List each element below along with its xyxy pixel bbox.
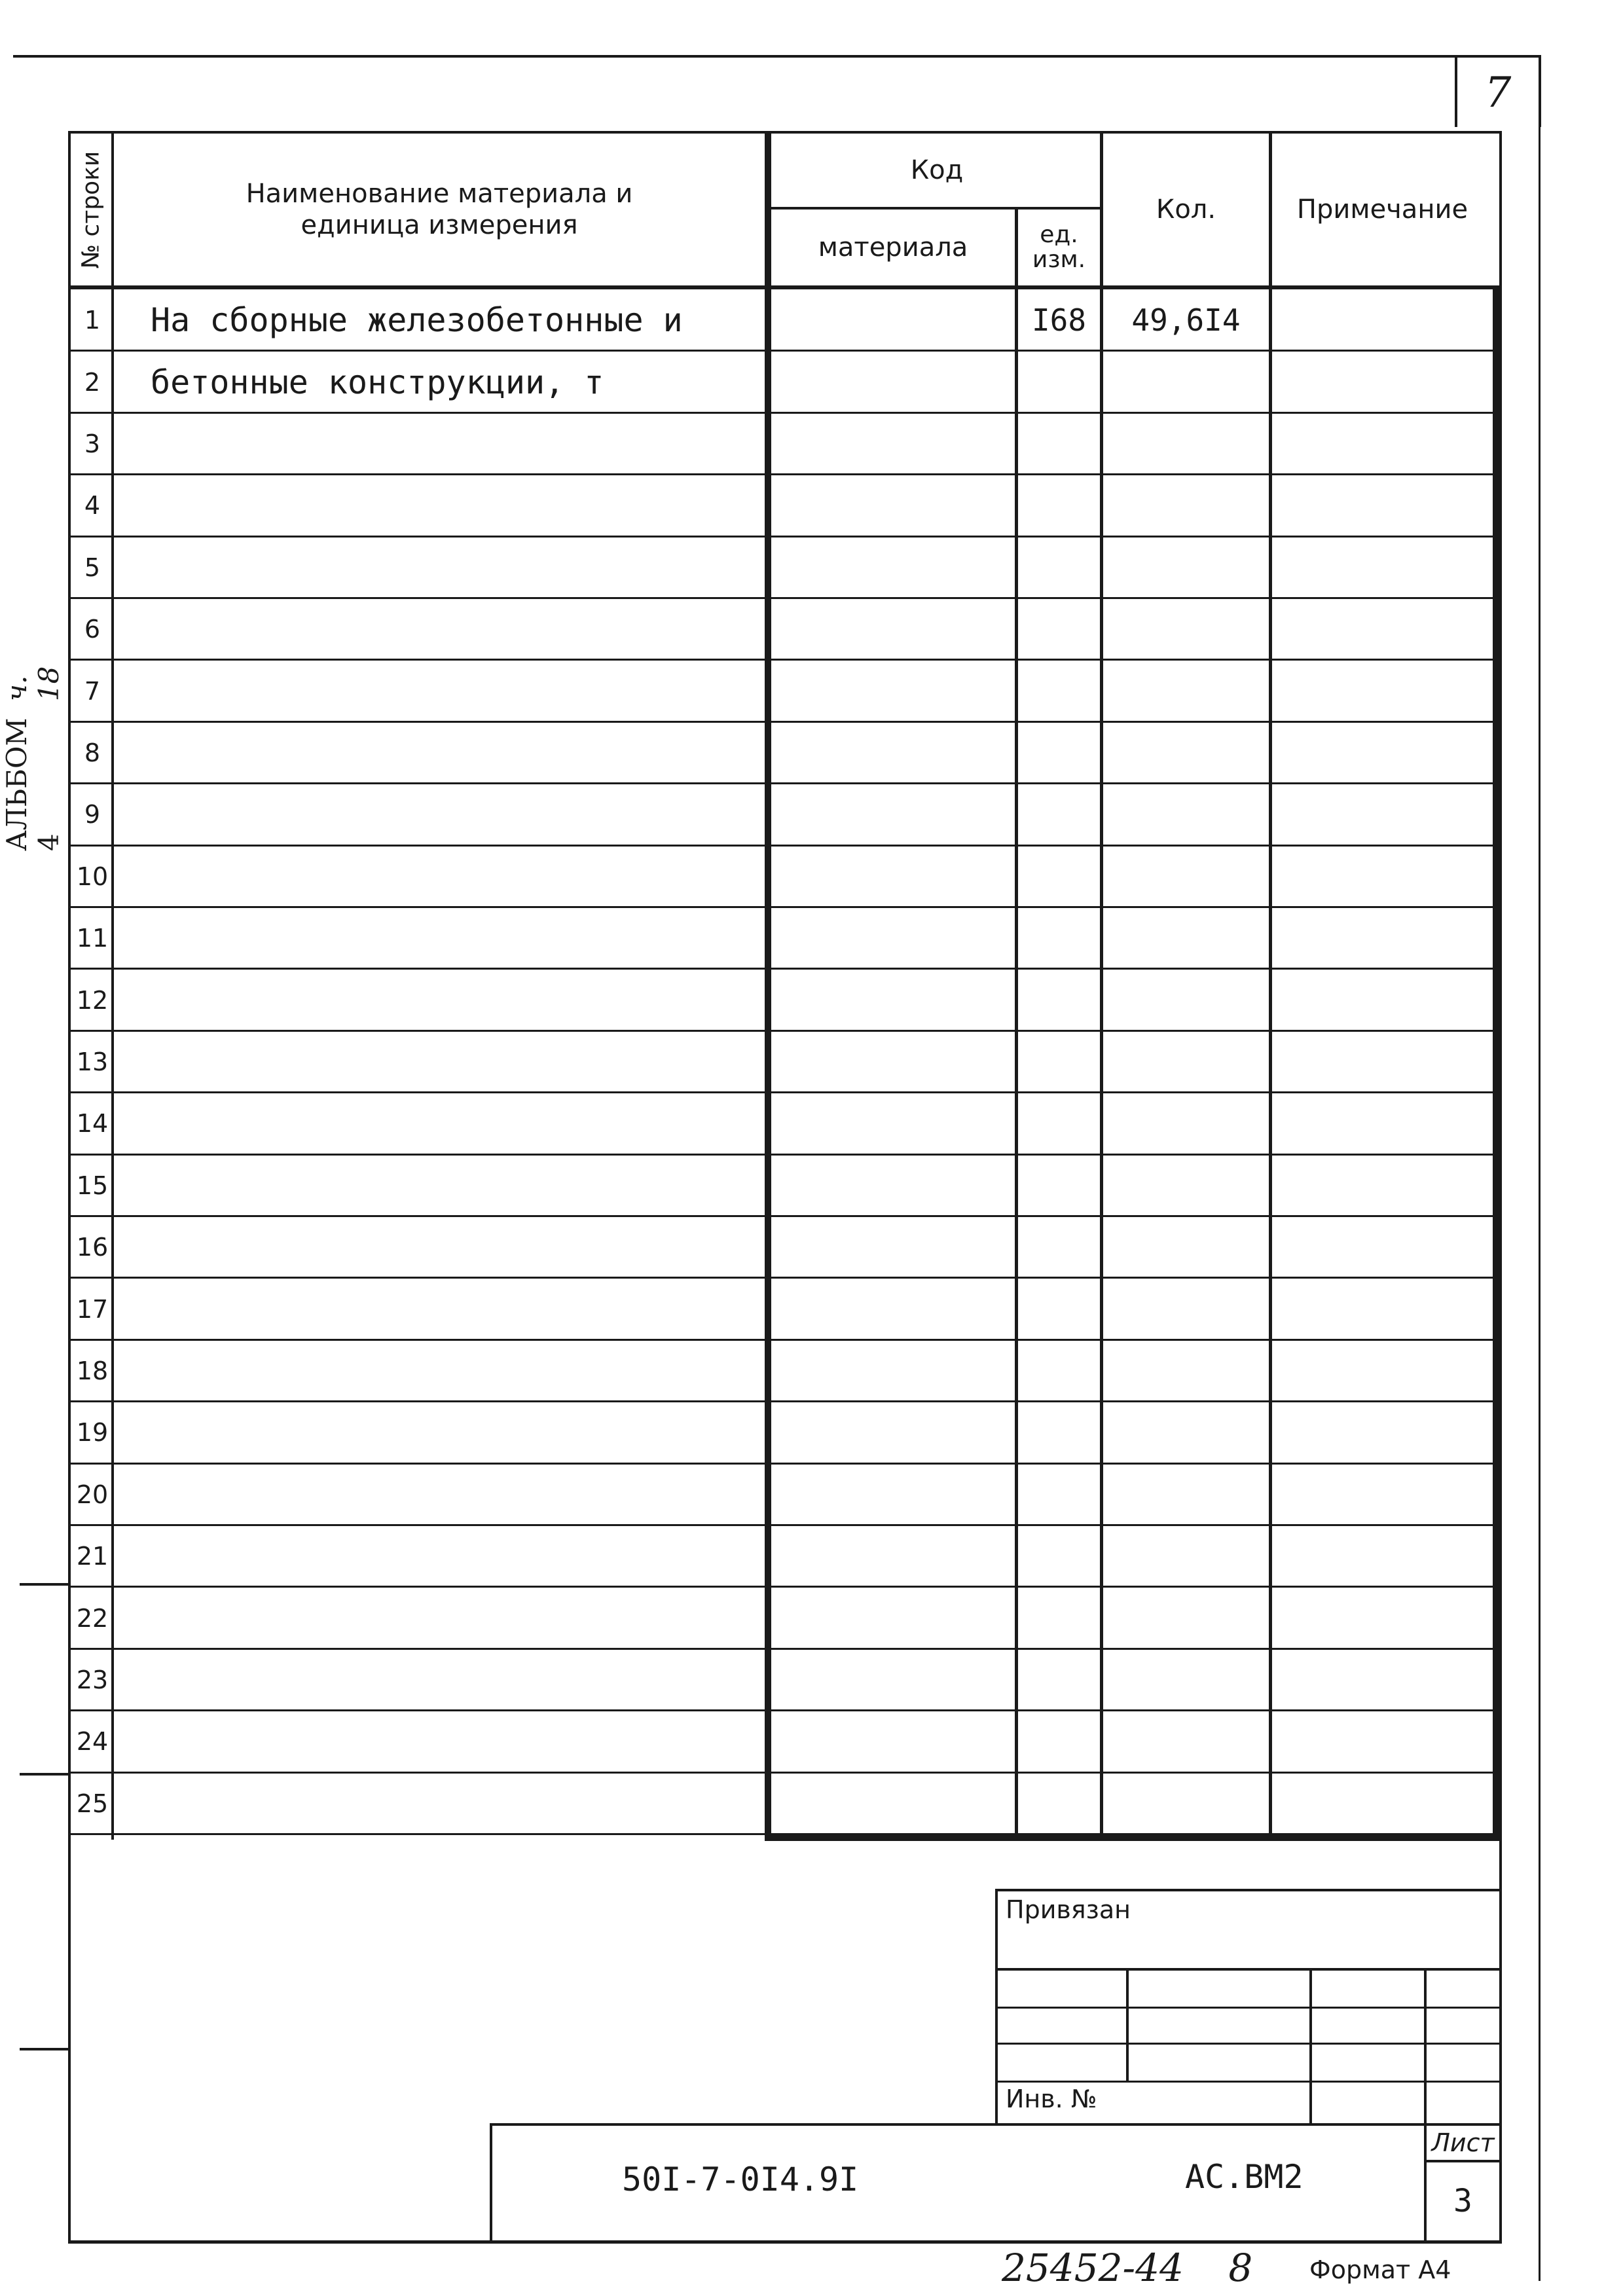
doc-mark: АС.ВМ2 (1185, 2158, 1304, 2196)
row-qty (1103, 784, 1269, 845)
row-number: 19 (76, 1418, 109, 1448)
row-unit (1018, 1093, 1100, 1154)
col-line-right-thick (1493, 285, 1499, 1840)
row-unit (1018, 1278, 1100, 1339)
row-name (151, 537, 759, 598)
header-qty: Кол. (1156, 194, 1216, 225)
row-qty (1103, 598, 1269, 660)
row-qty (1103, 660, 1269, 721)
row-qty (1103, 1031, 1269, 1093)
row-material (771, 1402, 1015, 1463)
binding-attached-label: Привязан (1006, 1895, 1131, 1924)
row-name (151, 1093, 759, 1154)
frame-bottom (68, 2240, 1502, 2244)
row-name: бетонные конструкции, т (151, 363, 604, 401)
row-unit (1018, 351, 1100, 412)
row-material (771, 1711, 1015, 1772)
frame-right-outer (1539, 127, 1541, 2281)
row-name (151, 413, 759, 475)
row-unit (1018, 660, 1100, 721)
row-note (1272, 784, 1493, 845)
row-note (1272, 351, 1493, 412)
row-note (1272, 413, 1493, 475)
row-number: 16 (76, 1233, 109, 1262)
binding-top (995, 1889, 1499, 1891)
row-qty (1103, 1773, 1269, 1834)
header-note: Примечание (1296, 194, 1468, 225)
row-number: 1 (84, 306, 101, 335)
corner-box-right (1539, 55, 1541, 127)
row-number: 14 (76, 1109, 109, 1139)
row-number: 22 (76, 1603, 109, 1633)
row-number: 17 (76, 1294, 109, 1324)
row-qty (1103, 1402, 1269, 1463)
row-name (151, 1155, 759, 1216)
row-name (151, 598, 759, 660)
row-note (1272, 475, 1493, 536)
sheet-corner-number: 7 (1484, 69, 1512, 117)
row-unit (1018, 1587, 1100, 1649)
row-material (771, 1216, 1015, 1278)
row-name (151, 969, 759, 1030)
row-number: 2 (84, 367, 101, 397)
binding-col (1126, 1968, 1129, 2081)
row-name (151, 1525, 759, 1587)
row-number: 25 (76, 1789, 109, 1818)
row-note (1272, 1093, 1493, 1154)
row-unit (1018, 1525, 1100, 1587)
header-unit: ед. изм. (1032, 221, 1086, 273)
row-number: 9 (84, 800, 101, 829)
row-material (771, 660, 1015, 721)
header-name: Наименование материала и единица измерения (246, 179, 633, 240)
row-name (151, 1711, 759, 1772)
row-number: 11 (76, 924, 109, 953)
side-tick (20, 1583, 71, 1586)
row-qty (1103, 1649, 1269, 1711)
row-unit (1018, 1155, 1100, 1216)
row-note (1272, 1278, 1493, 1339)
row-unit (1018, 784, 1100, 845)
row-qty (1103, 351, 1269, 412)
row-name (151, 1216, 759, 1278)
row-number: 18 (76, 1356, 109, 1385)
row-qty (1103, 475, 1269, 536)
row-name (151, 1278, 759, 1339)
row-name (151, 1031, 759, 1093)
row-unit (1018, 722, 1100, 784)
row-material (771, 1031, 1015, 1093)
row-material (771, 351, 1015, 412)
row-number: 8 (84, 738, 101, 767)
row-number: 6 (84, 615, 101, 644)
row-unit (1018, 537, 1100, 598)
row-note (1272, 1525, 1493, 1587)
row-note (1272, 289, 1493, 351)
row-name: На сборные железобетонные и (151, 301, 683, 340)
row-unit (1018, 1773, 1100, 1834)
row-material (771, 907, 1015, 969)
row-note (1272, 1216, 1493, 1278)
row-qty (1103, 1711, 1269, 1772)
header-row-no-text: № строки (77, 151, 105, 268)
row-material (771, 846, 1015, 907)
row-unit (1018, 598, 1100, 660)
title-top (490, 2123, 1501, 2126)
row-number: 12 (76, 985, 109, 1015)
row-material (771, 289, 1015, 351)
row-material (771, 722, 1015, 784)
row-note (1272, 1155, 1493, 1216)
top-frame-line (13, 55, 1539, 58)
row-unit (1018, 1464, 1100, 1525)
doc-code: 50I-7-0I4.9I (622, 2160, 859, 2198)
title-left (490, 2123, 492, 2242)
row-name (151, 722, 759, 784)
row-unit (1018, 907, 1100, 969)
row-note (1272, 1649, 1493, 1711)
row-unit (1018, 846, 1100, 907)
row-number: 24 (76, 1727, 109, 1757)
row-material (771, 969, 1015, 1030)
row-name (151, 784, 759, 845)
row-material (771, 1340, 1015, 1402)
row-material (771, 1093, 1015, 1154)
row-number: 7 (84, 676, 101, 706)
row-unit (1018, 475, 1100, 536)
side-album-label (1, 642, 65, 851)
row-number: 21 (76, 1542, 109, 1571)
row-material (771, 537, 1015, 598)
row-note (1272, 1464, 1493, 1525)
archive-number-text: 25452-44 (1002, 2246, 1184, 2290)
row-qty (1103, 1525, 1269, 1587)
frame-right (1499, 131, 1502, 2242)
sheet-label: Лист (1431, 2128, 1495, 2157)
row-note (1272, 660, 1493, 721)
row-note (1272, 1402, 1493, 1463)
row-unit (1018, 969, 1100, 1030)
row-qty (1103, 722, 1269, 784)
row-name (151, 1587, 759, 1649)
row-qty (1103, 1587, 1269, 1649)
row-material (771, 1587, 1015, 1649)
row-number: 3 (84, 429, 101, 458)
row-name (151, 475, 759, 536)
row-note (1272, 1340, 1493, 1402)
row-material (771, 1649, 1015, 1711)
archive-number (1002, 2246, 1252, 2290)
row-note (1272, 907, 1493, 969)
row-qty (1103, 1464, 1269, 1525)
row-qty: 49,6I4 (1131, 302, 1241, 338)
row-name (151, 846, 759, 907)
row-name (151, 1649, 759, 1711)
row-note (1272, 1711, 1493, 1772)
row-number: 10 (76, 862, 109, 891)
side-tick (20, 2048, 71, 2050)
row-qty (1103, 413, 1269, 475)
row-note (1272, 1773, 1493, 1834)
row-qty (1103, 1278, 1269, 1339)
row-note (1272, 1031, 1493, 1093)
row-name (151, 1773, 759, 1834)
code-block-bottom (765, 1834, 1499, 1841)
row-qty (1103, 846, 1269, 907)
row-name (151, 660, 759, 721)
row-note (1272, 1587, 1493, 1649)
copy-number: 8 (1228, 2246, 1253, 2290)
side-tick (20, 1773, 71, 1776)
row-number: 23 (76, 1665, 109, 1694)
header-row-no (71, 134, 111, 285)
col-line-code (765, 131, 771, 1840)
row-number: 13 (76, 1047, 109, 1076)
row-number: 5 (84, 553, 101, 582)
binding-inv-label: Инв. № (1006, 2085, 1097, 2113)
row-material (771, 598, 1015, 660)
row-qty (1103, 1155, 1269, 1216)
row-note (1272, 537, 1493, 598)
row-note (1272, 598, 1493, 660)
row-qty (1103, 1093, 1269, 1154)
row-name (151, 1340, 759, 1402)
row-unit (1018, 1649, 1100, 1711)
row-unit (1018, 1340, 1100, 1402)
row-material (771, 784, 1015, 845)
row-unit (1018, 1711, 1100, 1772)
row-material (771, 1525, 1015, 1587)
row-qty (1103, 907, 1269, 969)
binding-col (1309, 1968, 1312, 2125)
row-note (1272, 846, 1493, 907)
row-qty (1103, 537, 1269, 598)
row-unit (1018, 1031, 1100, 1093)
row-material (771, 475, 1015, 536)
row-unit (1018, 1216, 1100, 1278)
header-material: материала (818, 232, 968, 263)
row-unit: I68 (1031, 302, 1087, 338)
row-material (771, 1464, 1015, 1525)
row-material (771, 413, 1015, 475)
row-number: 20 (76, 1480, 109, 1509)
row-qty (1103, 969, 1269, 1030)
row-material (771, 1773, 1015, 1834)
row-note (1272, 722, 1493, 784)
row-qty (1103, 1216, 1269, 1278)
album-handwritten: ч. 18 (1, 666, 65, 702)
row-number: 15 (76, 1171, 109, 1200)
row-number: 4 (84, 491, 101, 520)
row-name (151, 1402, 759, 1463)
row-material (771, 1278, 1015, 1339)
row-unit (1018, 413, 1100, 475)
header-code: Код (910, 155, 964, 185)
album-text: АЛЬБОМ 4 (1, 718, 65, 851)
row-note (1272, 969, 1493, 1030)
row-unit (1018, 1402, 1100, 1463)
row-name (151, 907, 759, 969)
row-material (771, 1155, 1015, 1216)
sheet-number: 3 (1453, 2183, 1472, 2219)
row-name (151, 1464, 759, 1525)
row-qty (1103, 1340, 1269, 1402)
format-label: Формат А4 (1309, 2255, 1451, 2284)
